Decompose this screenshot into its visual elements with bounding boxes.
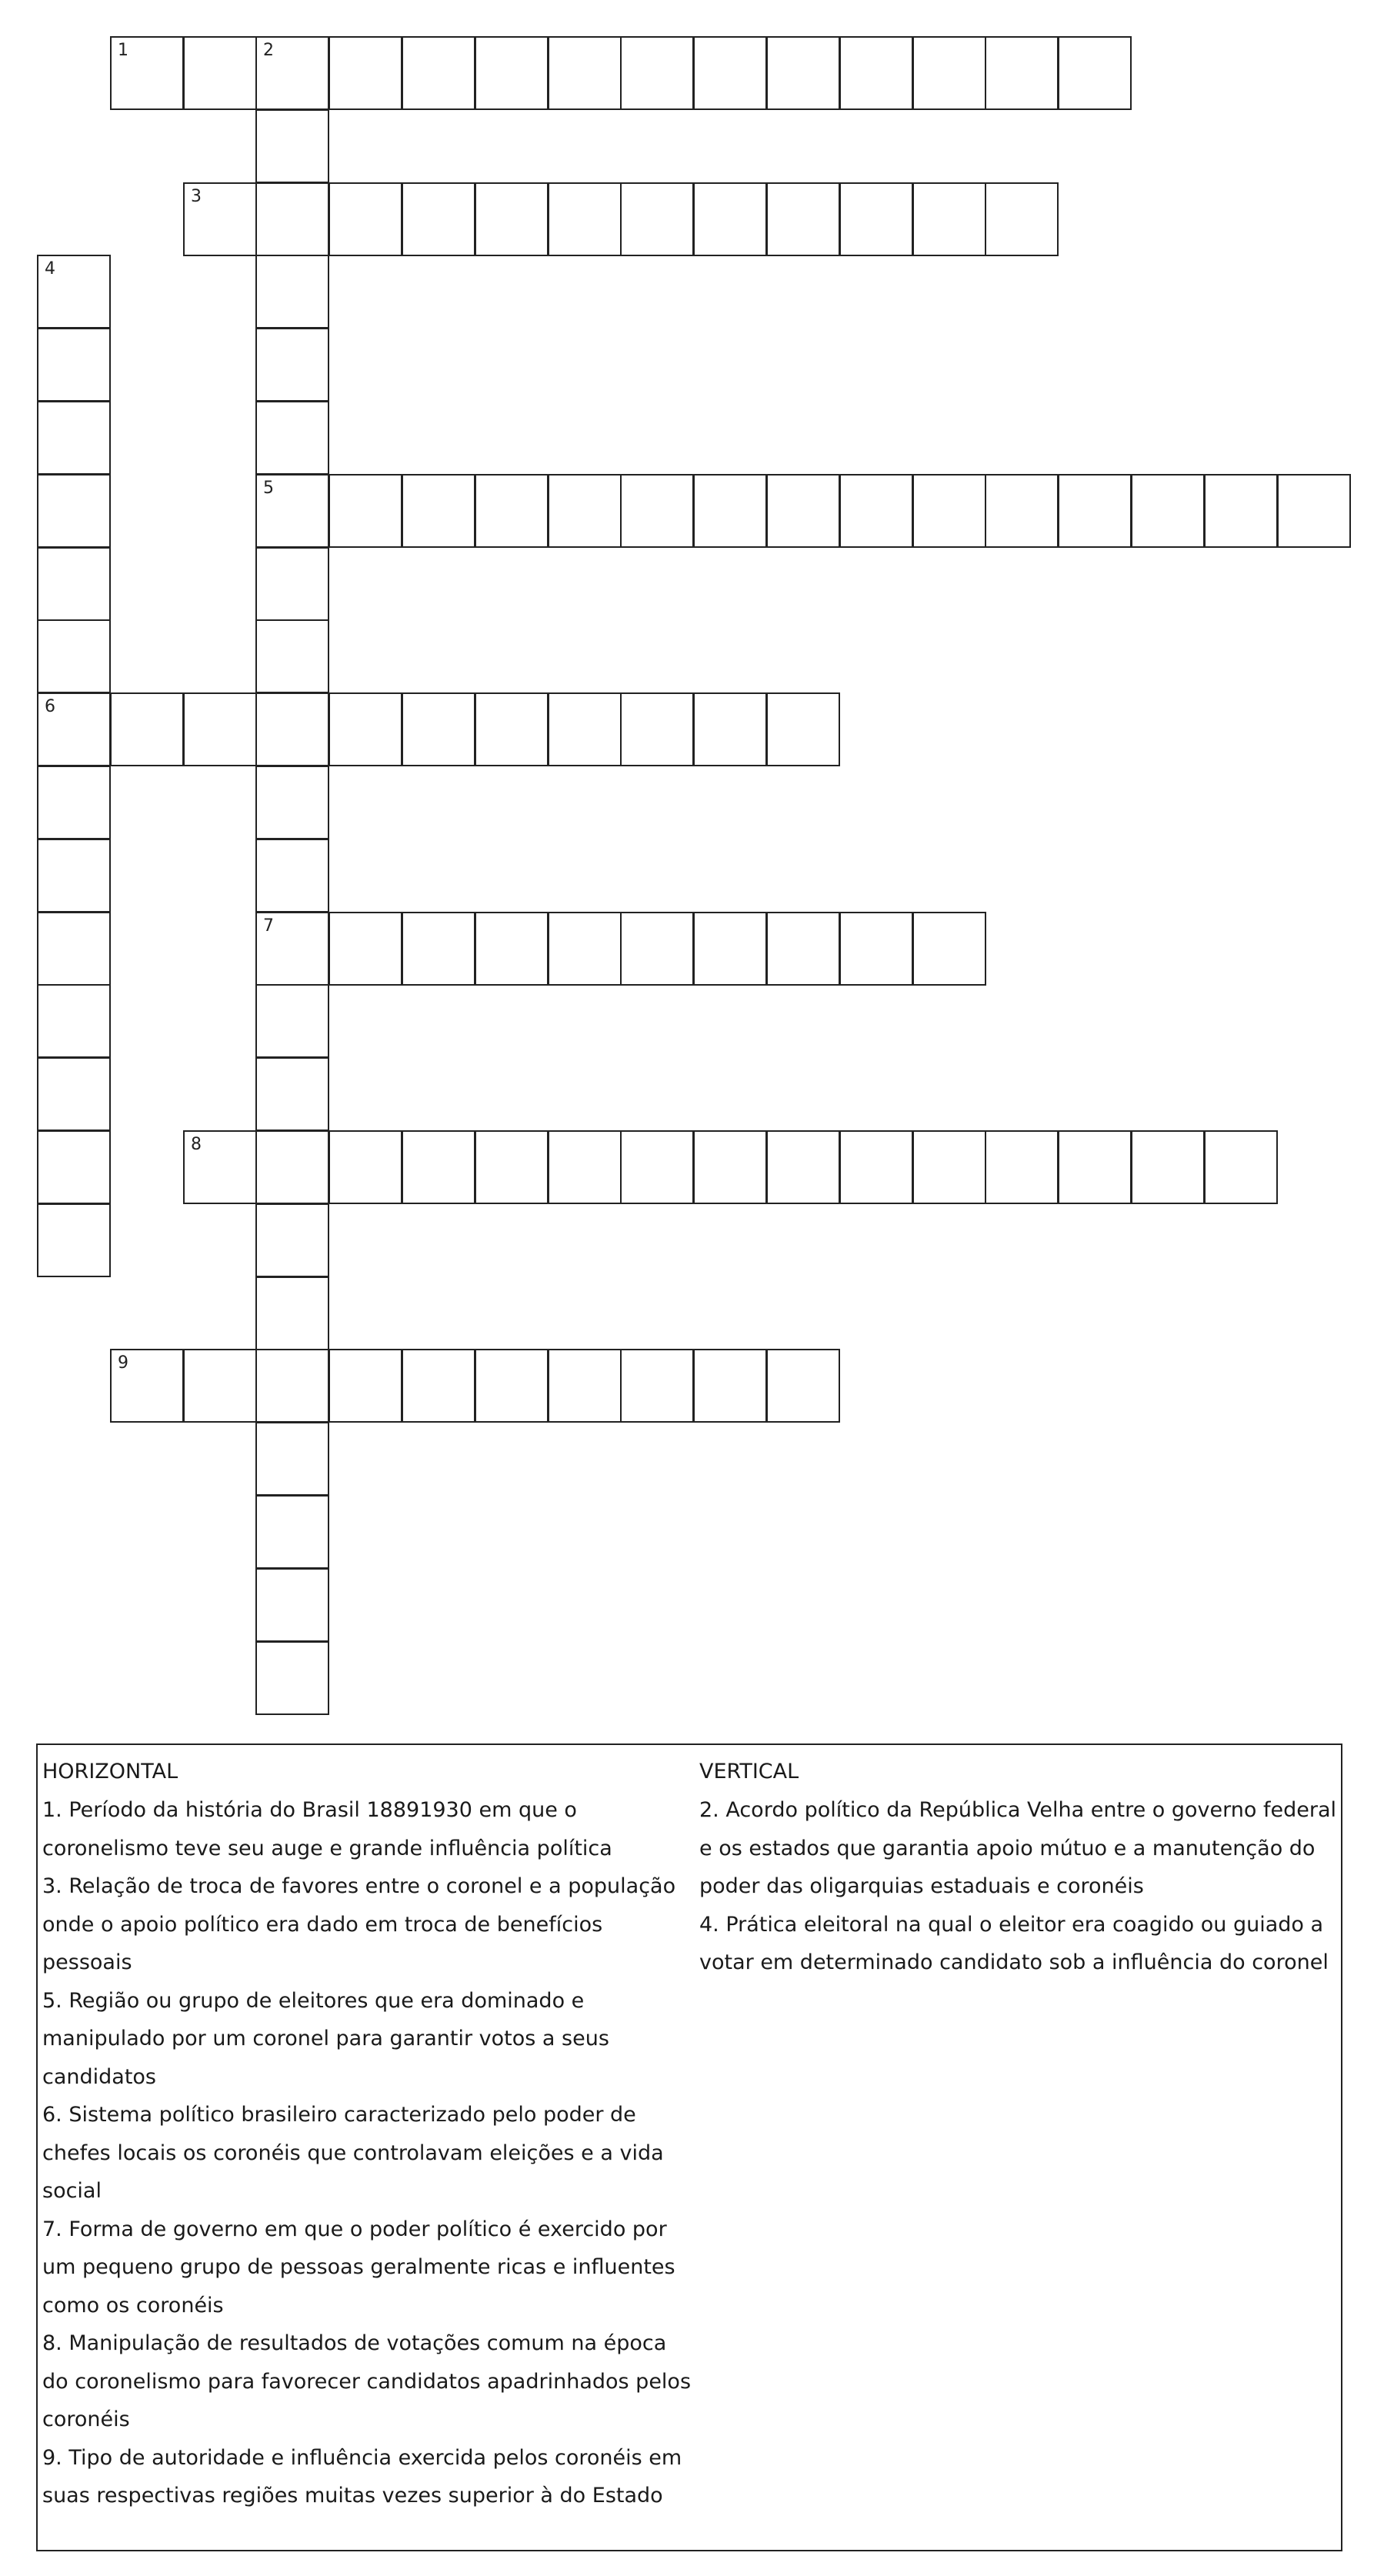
grid-cell[interactable]: [37, 547, 111, 621]
clues-box: [36, 1743, 1342, 2551]
clue-number: 4: [45, 259, 55, 279]
grid-cell[interactable]: [693, 912, 767, 986]
grid-cell[interactable]: [328, 1130, 402, 1204]
grid-cell[interactable]: [328, 36, 402, 110]
grid-cell[interactable]: [985, 1130, 1059, 1204]
clue-number: 7: [263, 916, 274, 936]
grid-cell[interactable]: [402, 474, 475, 548]
vertical-clue: 2. Acordo político da República Velha entre o governo federal e os estados que garantia apoio mútuo e a manutenção do poder das oligarquias estaduais e coronéis: [699, 1798, 1336, 1898]
grid-cell[interactable]: [402, 36, 475, 110]
grid-cell[interactable]: [183, 692, 257, 766]
grid-cell[interactable]: [255, 1568, 329, 1642]
grid-cell[interactable]: [912, 1130, 986, 1204]
grid-cell[interactable]: [475, 474, 549, 548]
grid-cell[interactable]: [37, 255, 111, 329]
grid-cell[interactable]: [766, 912, 840, 986]
grid-cell[interactable]: [693, 1130, 767, 1204]
grid-cell[interactable]: [402, 912, 475, 986]
grid-cell[interactable]: [475, 692, 549, 766]
grid-cell[interactable]: [402, 1130, 475, 1204]
grid-cell[interactable]: [37, 839, 111, 913]
grid-cell[interactable]: [255, 547, 329, 621]
grid-cell[interactable]: [475, 36, 549, 110]
grid-cell[interactable]: [255, 692, 329, 766]
grid-cell[interactable]: [693, 1349, 767, 1423]
grid-cell[interactable]: [693, 474, 767, 548]
grid-cell[interactable]: [110, 1349, 184, 1423]
grid-cell[interactable]: [255, 984, 329, 1058]
grid-cell[interactable]: [37, 984, 111, 1058]
grid-cell[interactable]: [328, 182, 402, 256]
grid-cell[interactable]: [548, 36, 622, 110]
grid-cell[interactable]: [912, 182, 986, 256]
grid-cell[interactable]: [183, 182, 257, 256]
vertical-clue: 4. Prática eleitoral na qual o eleitor era coagido ou guiado a votar em determinado candidato sob a influência do coronel: [699, 1912, 1329, 1974]
grid-cell[interactable]: [548, 912, 622, 986]
grid-cell[interactable]: [37, 1057, 111, 1131]
grid-cell[interactable]: [766, 1349, 840, 1423]
grid-cell[interactable]: [255, 1057, 329, 1131]
grid-cell[interactable]: [475, 912, 549, 986]
grid-cell[interactable]: [1131, 474, 1205, 548]
grid-cell[interactable]: [1058, 36, 1132, 110]
grid-cell[interactable]: [693, 692, 767, 766]
grid-cell[interactable]: [37, 1203, 111, 1277]
grid-cell[interactable]: [548, 692, 622, 766]
grid-cell[interactable]: [475, 182, 549, 256]
grid-cell[interactable]: [693, 182, 767, 256]
grid-cell[interactable]: [255, 619, 329, 693]
clue-number: 2: [263, 41, 274, 60]
horizontal-clue: 3. Relação de troca de favores entre o coronel e a população onde o apoio político era dado em troca de benefícios pessoais: [42, 1874, 676, 1974]
horizontal-clue: 8. Manipulação de resultados de votações comum na época do coronelismo para favorecer candidatos apadrinhados pelos coronéis: [42, 2331, 692, 2431]
grid-cell[interactable]: [620, 1130, 694, 1204]
grid-cell[interactable]: [985, 182, 1059, 256]
horizontal-clue: 5. Região ou grupo de eleitores que era dominado e manipulado por um coronel para garantir votos a seus candidatos: [42, 1988, 609, 2089]
grid-cell[interactable]: [912, 474, 986, 548]
grid-cell[interactable]: [402, 692, 475, 766]
grid-cell[interactable]: [255, 1276, 329, 1350]
grid-cell[interactable]: [110, 692, 184, 766]
grid-cell[interactable]: [620, 182, 694, 256]
grid-cell[interactable]: [620, 912, 694, 986]
horizontal-clue: 9. Tipo de autoridade e influência exercida pelos coronéis em suas respectivas regiões muitas vezes superior à do Estado: [42, 2445, 682, 2508]
grid-cell[interactable]: [912, 36, 986, 110]
grid-cell[interactable]: [255, 1203, 329, 1277]
grid-cell[interactable]: [766, 692, 840, 766]
grid-cell[interactable]: [255, 1422, 329, 1496]
vertical-clues-title: VERTICAL: [699, 1760, 799, 1784]
grid-cell[interactable]: [255, 328, 329, 402]
horizontal-clues: [42, 1753, 696, 2515]
grid-cell[interactable]: [255, 1349, 329, 1423]
grid-cell[interactable]: [37, 766, 111, 839]
grid-cell[interactable]: [620, 692, 694, 766]
grid-cell[interactable]: [255, 1641, 329, 1715]
grid-cell[interactable]: [985, 36, 1059, 110]
grid-cell[interactable]: [693, 36, 767, 110]
grid-cell[interactable]: [255, 839, 329, 913]
grid-cell[interactable]: [1058, 474, 1132, 548]
vertical-clues: [699, 1753, 1338, 1982]
grid-cell[interactable]: [620, 1349, 694, 1423]
grid-cell[interactable]: [255, 401, 329, 475]
horizontal-clue: 1. Período da história do Brasil 18891930 em que o coronelismo teve seu auge e grande influência política: [42, 1798, 612, 1860]
grid-cell[interactable]: [766, 474, 840, 548]
grid-cell[interactable]: [839, 182, 913, 256]
grid-cell[interactable]: [402, 1349, 475, 1423]
grid-cell[interactable]: [328, 1349, 402, 1423]
grid-cell[interactable]: [402, 182, 475, 256]
grid-cell[interactable]: [255, 1130, 329, 1204]
grid-cell[interactable]: [183, 36, 257, 110]
grid-cell[interactable]: [37, 328, 111, 402]
grid-cell[interactable]: [912, 912, 986, 986]
grid-cell[interactable]: [766, 1130, 840, 1204]
grid-cell[interactable]: [328, 912, 402, 986]
grid-cell[interactable]: [1277, 474, 1351, 548]
grid-cell[interactable]: [475, 1349, 549, 1423]
grid-cell[interactable]: [37, 474, 111, 548]
horizontal-clue: 6. Sistema político brasileiro caracterizado pelo poder de chefes locais os coronéis que controlavam eleições e a vida social: [42, 2103, 664, 2203]
grid-cell[interactable]: [37, 692, 111, 766]
horizontal-clue: 7. Forma de governo em que o poder político é exercido por um pequeno grupo de pessoas geralmente ricas e influentes como os coronéis: [42, 2217, 675, 2317]
clue-number: 5: [263, 479, 274, 498]
grid-cell[interactable]: [255, 766, 329, 839]
grid-cell[interactable]: [328, 692, 402, 766]
grid-cell[interactable]: [839, 474, 913, 548]
grid-cell[interactable]: [255, 109, 329, 183]
horizontal-clues-title: HORIZONTAL: [42, 1760, 178, 1784]
grid-cell[interactable]: [328, 474, 402, 548]
grid-cell[interactable]: [985, 474, 1059, 548]
clue-number: 8: [191, 1135, 202, 1154]
grid-cell[interactable]: [255, 182, 329, 256]
grid-cell[interactable]: [255, 36, 329, 110]
grid-cell[interactable]: [183, 1130, 257, 1204]
grid-cell[interactable]: [766, 182, 840, 256]
clue-number: 1: [118, 41, 128, 60]
grid-cell[interactable]: [766, 36, 840, 110]
grid-cell[interactable]: [37, 912, 111, 986]
grid-cell[interactable]: [1204, 474, 1278, 548]
grid-cell[interactable]: [548, 1130, 622, 1204]
clue-number: 6: [45, 697, 55, 716]
grid-cell[interactable]: [839, 36, 913, 110]
grid-cell[interactable]: [620, 474, 694, 548]
grid-cell[interactable]: [255, 912, 329, 986]
grid-cell[interactable]: [548, 474, 622, 548]
grid-cell[interactable]: [255, 255, 329, 329]
grid-cell[interactable]: [839, 1130, 913, 1204]
grid-cell[interactable]: [255, 1495, 329, 1569]
grid-cell[interactable]: [110, 36, 184, 110]
grid-cell[interactable]: [475, 1130, 549, 1204]
grid-cell[interactable]: [1131, 1130, 1205, 1204]
grid-cell[interactable]: [183, 1349, 257, 1423]
grid-cell[interactable]: [620, 36, 694, 110]
grid-cell[interactable]: [1204, 1130, 1278, 1204]
grid-cell[interactable]: [37, 1130, 111, 1204]
grid-cell[interactable]: [255, 474, 329, 548]
clue-number: 3: [191, 187, 202, 206]
grid-cell[interactable]: [548, 1349, 622, 1423]
grid-cell[interactable]: [548, 182, 622, 256]
grid-cell[interactable]: [1058, 1130, 1132, 1204]
grid-cell[interactable]: [37, 401, 111, 475]
clue-number: 9: [118, 1353, 128, 1373]
grid-cell[interactable]: [839, 912, 913, 986]
grid-cell[interactable]: [37, 619, 111, 693]
